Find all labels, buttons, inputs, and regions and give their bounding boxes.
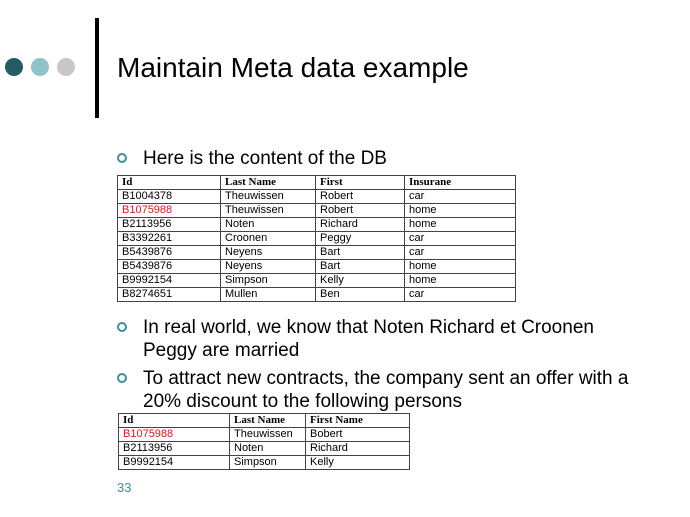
column-header: Id xyxy=(119,414,230,428)
table-cell: home xyxy=(405,260,516,274)
bullet-marker xyxy=(117,373,127,383)
table-cell: car xyxy=(405,246,516,260)
decorative-dots xyxy=(5,58,75,76)
table-cell: Kelly xyxy=(306,456,410,470)
table-cell: B1075988 xyxy=(118,204,221,218)
table-cell: B8274651 xyxy=(118,288,221,302)
column-header: First Name xyxy=(306,414,410,428)
table-row xyxy=(118,190,516,204)
table-row xyxy=(118,274,516,288)
table-cell: Bart xyxy=(316,246,405,260)
column-header: First xyxy=(316,176,405,190)
table-cell: Bart xyxy=(316,260,405,274)
table-cell: car xyxy=(405,288,516,302)
table-cell: B2113956 xyxy=(118,218,221,232)
table-cell: Theuwissen xyxy=(221,190,316,204)
dot-dark xyxy=(5,58,23,76)
bullet-marker xyxy=(117,153,127,163)
table-cell: Bobert xyxy=(306,428,410,442)
table-cell: Robert xyxy=(316,204,405,218)
table-cell: home xyxy=(405,274,516,288)
column-header: Insurane xyxy=(405,176,516,190)
table-cell: Richard xyxy=(316,218,405,232)
table-header-row xyxy=(118,176,516,190)
table-row xyxy=(118,260,516,274)
table-cell: car xyxy=(405,190,516,204)
table-row xyxy=(119,442,410,456)
table-cell: Mullen xyxy=(221,288,316,302)
table-cell: Robert xyxy=(316,190,405,204)
column-header: Last Name xyxy=(230,414,306,428)
column-header: Id xyxy=(118,176,221,190)
table-cell: Theuwissen xyxy=(221,204,316,218)
table-header-row xyxy=(119,414,410,428)
table-cell: B3392261 xyxy=(118,232,221,246)
table-cell: Theuwissen xyxy=(230,428,306,442)
table-cell: B9992154 xyxy=(118,274,221,288)
table-cell: home xyxy=(405,204,516,218)
table-row xyxy=(118,204,516,218)
table-cell: Richard xyxy=(306,442,410,456)
column-header: Last Name xyxy=(221,176,316,190)
title-divider xyxy=(95,18,99,118)
table-cell: Ben xyxy=(316,288,405,302)
table-cell: Croonen xyxy=(221,232,316,246)
table-row xyxy=(119,456,410,470)
bullet-text-2: In real world, we know that Noten Richard et Croonen Peggy are married xyxy=(143,317,594,361)
table-row xyxy=(119,428,410,442)
table-cell: B1075988 xyxy=(119,428,230,442)
page-number: 33 xyxy=(117,480,132,495)
table-row xyxy=(118,218,516,232)
table-cell: Noten xyxy=(221,218,316,232)
db-content-table xyxy=(117,175,516,302)
table-cell: car xyxy=(405,232,516,246)
table-cell: Simpson xyxy=(230,456,306,470)
table-cell: B5439876 xyxy=(118,260,221,274)
dot-grey xyxy=(57,58,75,76)
table-row xyxy=(118,288,516,302)
table-cell: B2113956 xyxy=(119,442,230,456)
slide-title: Maintain Meta data example xyxy=(117,52,469,83)
table-cell: B5439876 xyxy=(118,246,221,260)
dot-light xyxy=(31,58,49,76)
table-row xyxy=(118,246,516,260)
table-cell: home xyxy=(405,218,516,232)
offer-persons-table xyxy=(118,413,410,470)
table-cell: Peggy xyxy=(316,232,405,246)
bullet-text-3: To attract new contracts, the company sent an offer with a 20% discount to the following persons xyxy=(143,368,629,412)
table-cell: B9992154 xyxy=(119,456,230,470)
table-row xyxy=(118,232,516,246)
bullet-text-1: Here is the content of the DB xyxy=(143,148,387,169)
table-cell: Noten xyxy=(230,442,306,456)
bullet-marker xyxy=(117,322,127,332)
table-cell: Neyens xyxy=(221,260,316,274)
table-cell: Simpson xyxy=(221,274,316,288)
table-cell: B1004378 xyxy=(118,190,221,204)
table-cell: Neyens xyxy=(221,246,316,260)
table-cell: Kelly xyxy=(316,274,405,288)
